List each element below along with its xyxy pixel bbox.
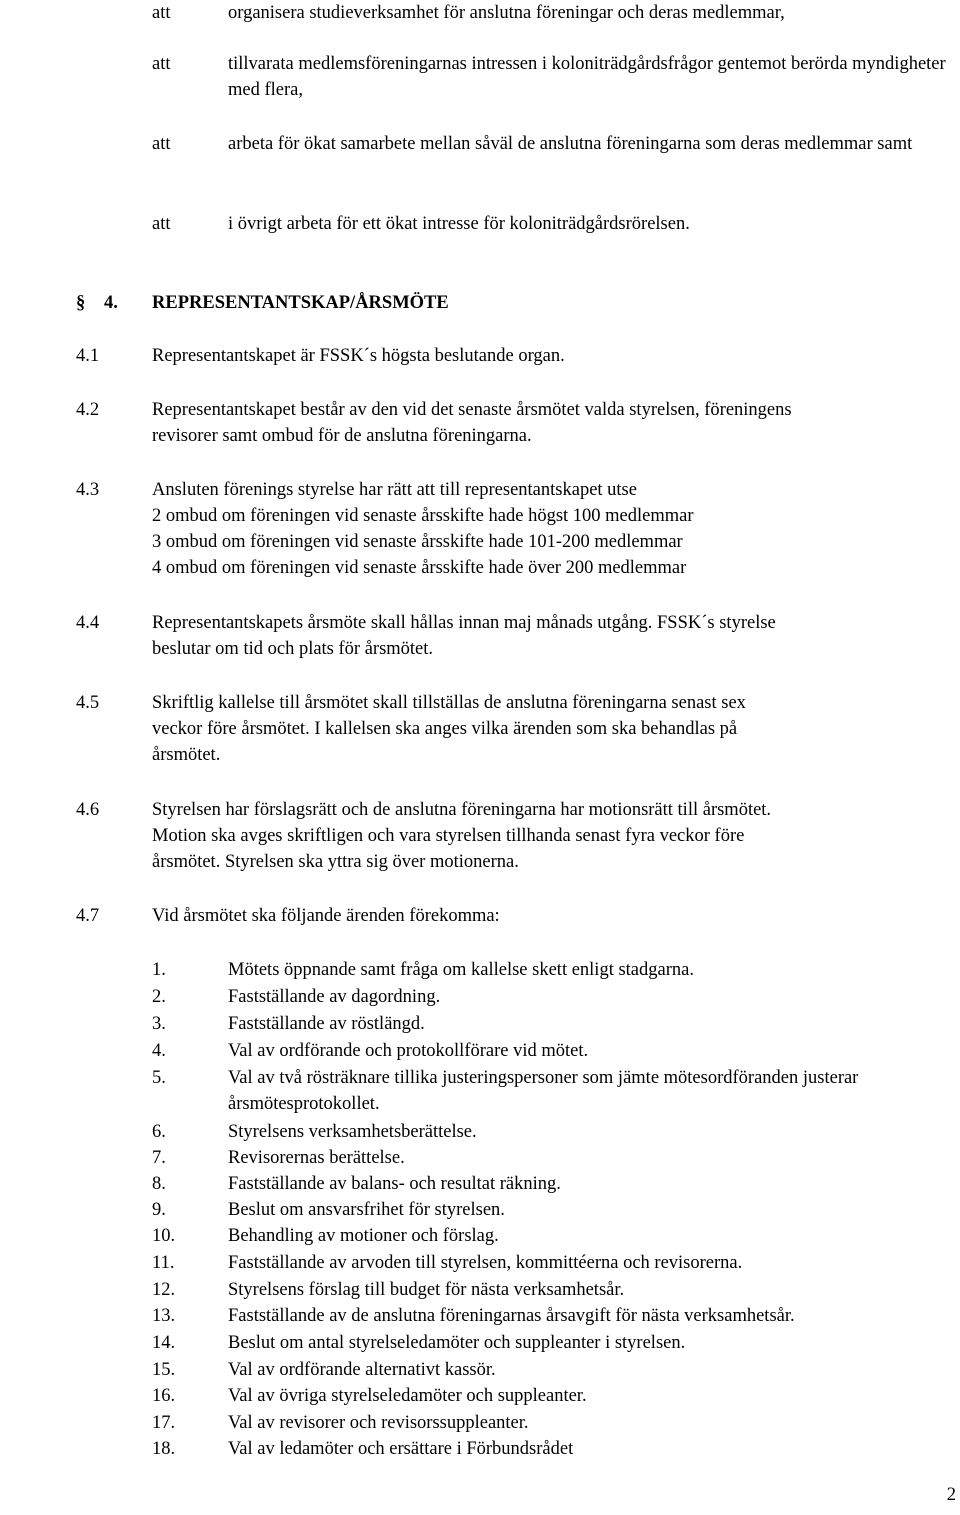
- list-item-number: 4.: [152, 1041, 166, 1061]
- paragraph-number: 4.3: [76, 480, 100, 500]
- list-item-text: Fastställande av röstlängd.: [228, 1014, 425, 1034]
- list-item-number: 16.: [152, 1386, 176, 1406]
- list-item-text: Fastställande av arvoden till styrelsen, kommittéerna och revisorerna.: [228, 1253, 743, 1273]
- paragraph-line: 2 ombud om föreningen vid senaste årsskifte hade högst 100 medlemmar: [152, 506, 694, 526]
- paragraph-number: 4.6: [76, 800, 100, 820]
- list-item-number: 1.: [152, 960, 166, 980]
- list-item-text: Val av övriga styrelseledamöter och suppleanter.: [228, 1386, 587, 1406]
- att-text: i övrigt arbeta för ett ökat intresse för koloniträdgårdsrörelsen.: [228, 214, 690, 234]
- list-item-text: Fastställande av dagordning.: [228, 987, 441, 1007]
- section-number: 4.: [104, 293, 118, 313]
- list-item-number: 17.: [152, 1413, 176, 1433]
- paragraph-number: 4.5: [76, 693, 100, 713]
- list-item-text: Fastställande av de anslutna föreningarnas årsavgift för nästa verksamhetsår.: [228, 1306, 795, 1326]
- paragraph-body: [152, 343, 956, 369]
- list-item-text: Val av revisorer och revisorssuppleanter.: [228, 1413, 529, 1433]
- paragraph-line: 4 ombud om föreningen vid senaste årsskifte hade över 200 medlemmar: [152, 558, 687, 578]
- att-label: att: [152, 3, 171, 23]
- paragraph-body: [152, 690, 956, 768]
- att-text: tillvarata medlemsföreningarnas intressen i koloniträdgårdsfrågor gentemot berörda myndigheter med flera,: [228, 54, 946, 100]
- list-item-text: Val av ordförande alternativt kassör.: [228, 1360, 496, 1380]
- paragraph-line: Vid årsmötet ska följande ärenden förekomma:: [152, 906, 500, 926]
- paragraph-line: Motion ska avges skriftligen och vara styrelsen tillhanda senast fyra veckor före: [152, 826, 745, 846]
- paragraph-line: Representantskapets årsmöte skall hållas innan maj månads utgång. FSSK´s styrelse: [152, 613, 776, 633]
- list-item-number: 5.: [152, 1068, 166, 1088]
- list-item-number: 7.: [152, 1148, 166, 1168]
- list-item-text: Beslut om antal styrelseledamöter och suppleanter i styrelsen.: [228, 1333, 686, 1353]
- paragraph-line: beslutar om tid och plats för årsmötet.: [152, 639, 434, 659]
- att-label: att: [152, 54, 171, 74]
- list-item-number: 14.: [152, 1333, 176, 1353]
- att-text: arbeta för ökat samarbete mellan såväl de anslutna föreningarna som deras medlemmar samt: [228, 134, 913, 154]
- page-number: 2: [946, 1485, 956, 1505]
- list-item-number: 18.: [152, 1439, 176, 1459]
- att-label: att: [152, 214, 171, 234]
- section-heading: [76, 290, 449, 316]
- paragraph-line: 3 ombud om föreningen vid senaste årsskifte hade 101-200 medlemmar: [152, 532, 683, 552]
- section-title: REPRESENTANTSKAP/ÅRSMÖTE: [152, 293, 449, 313]
- paragraph-line: veckor före årsmötet. I kallelsen ska anges vilka ärenden som ska behandlas på: [152, 719, 738, 739]
- paragraph-line: Skriftlig kallelse till årsmötet skall tillställas de anslutna föreningarna senast sex: [152, 693, 746, 713]
- list-item-text: Styrelsens verksamhetsberättelse.: [228, 1122, 477, 1142]
- paragraph-line: revisorer samt ombud för de anslutna föreningarna.: [152, 426, 532, 446]
- att-text: organisera studieverksamhet för anslutna föreningar och deras medlemmar,: [228, 3, 785, 23]
- paragraph-line: årsmötet.: [152, 745, 221, 765]
- paragraph-line: Styrelsen har förslagsrätt och de anslutna föreningarna har motionsrätt till årsmötet.: [152, 800, 772, 820]
- paragraph-body: [152, 903, 956, 929]
- paragraph-body: [152, 797, 956, 875]
- list-item-text: Beslut om ansvarsfrihet för styrelsen.: [228, 1200, 505, 1220]
- list-item-text: Val av två rösträknare tillika justeringspersoner som jämte mötesordföranden justerar årsmötesprotokollet.: [228, 1068, 859, 1114]
- list-item-text: Revisorernas berättelse.: [228, 1148, 405, 1168]
- list-item-text: Behandling av motioner och förslag.: [228, 1226, 499, 1246]
- list-item-text: Styrelsens förslag till budget för nästa verksamhetsår.: [228, 1280, 625, 1300]
- list-item-text: Val av ordförande och protokollförare vid mötet.: [228, 1041, 589, 1061]
- list-item-number: 12.: [152, 1280, 176, 1300]
- paragraph-body: [152, 610, 956, 662]
- paragraph-line: årsmötet. Styrelsen ska yttra sig över motionerna.: [152, 852, 519, 872]
- paragraph-body: [152, 477, 956, 581]
- list-item-number: 11.: [152, 1253, 175, 1273]
- list-item-text: Fastställande av balans- och resultat räkning.: [228, 1174, 561, 1194]
- paragraph-line: Ansluten förenings styrelse har rätt att till representantskapet utse: [152, 480, 637, 500]
- list-item-number: 6.: [152, 1122, 166, 1142]
- list-item-number: 13.: [152, 1306, 176, 1326]
- list-item-number: 15.: [152, 1360, 176, 1380]
- paragraph-line: Representantskapet består av den vid det senaste årsmötet valda styrelsen, föreningens: [152, 400, 792, 420]
- list-item-text: Val av ledamöter och ersättare i Förbundsrådet: [228, 1439, 574, 1459]
- paragraph-number: 4.7: [76, 906, 100, 926]
- list-item-number: 10.: [152, 1226, 176, 1246]
- paragraph-body: [152, 397, 956, 449]
- list-item-text: Mötets öppnande samt fråga om kallelse skett enligt stadgarna.: [228, 960, 694, 980]
- list-item-number: 3.: [152, 1014, 166, 1034]
- att-label: att: [152, 134, 171, 154]
- list-item-number: 2.: [152, 987, 166, 1007]
- section-symbol: §: [76, 293, 86, 313]
- paragraph-line: Representantskapet är FSSK´s högsta beslutande organ.: [152, 346, 565, 366]
- list-item-number: 8.: [152, 1174, 166, 1194]
- paragraph-number: 4.2: [76, 400, 100, 420]
- list-item-number: 9.: [152, 1200, 166, 1220]
- paragraph-number: 4.1: [76, 346, 100, 366]
- paragraph-number: 4.4: [76, 613, 100, 633]
